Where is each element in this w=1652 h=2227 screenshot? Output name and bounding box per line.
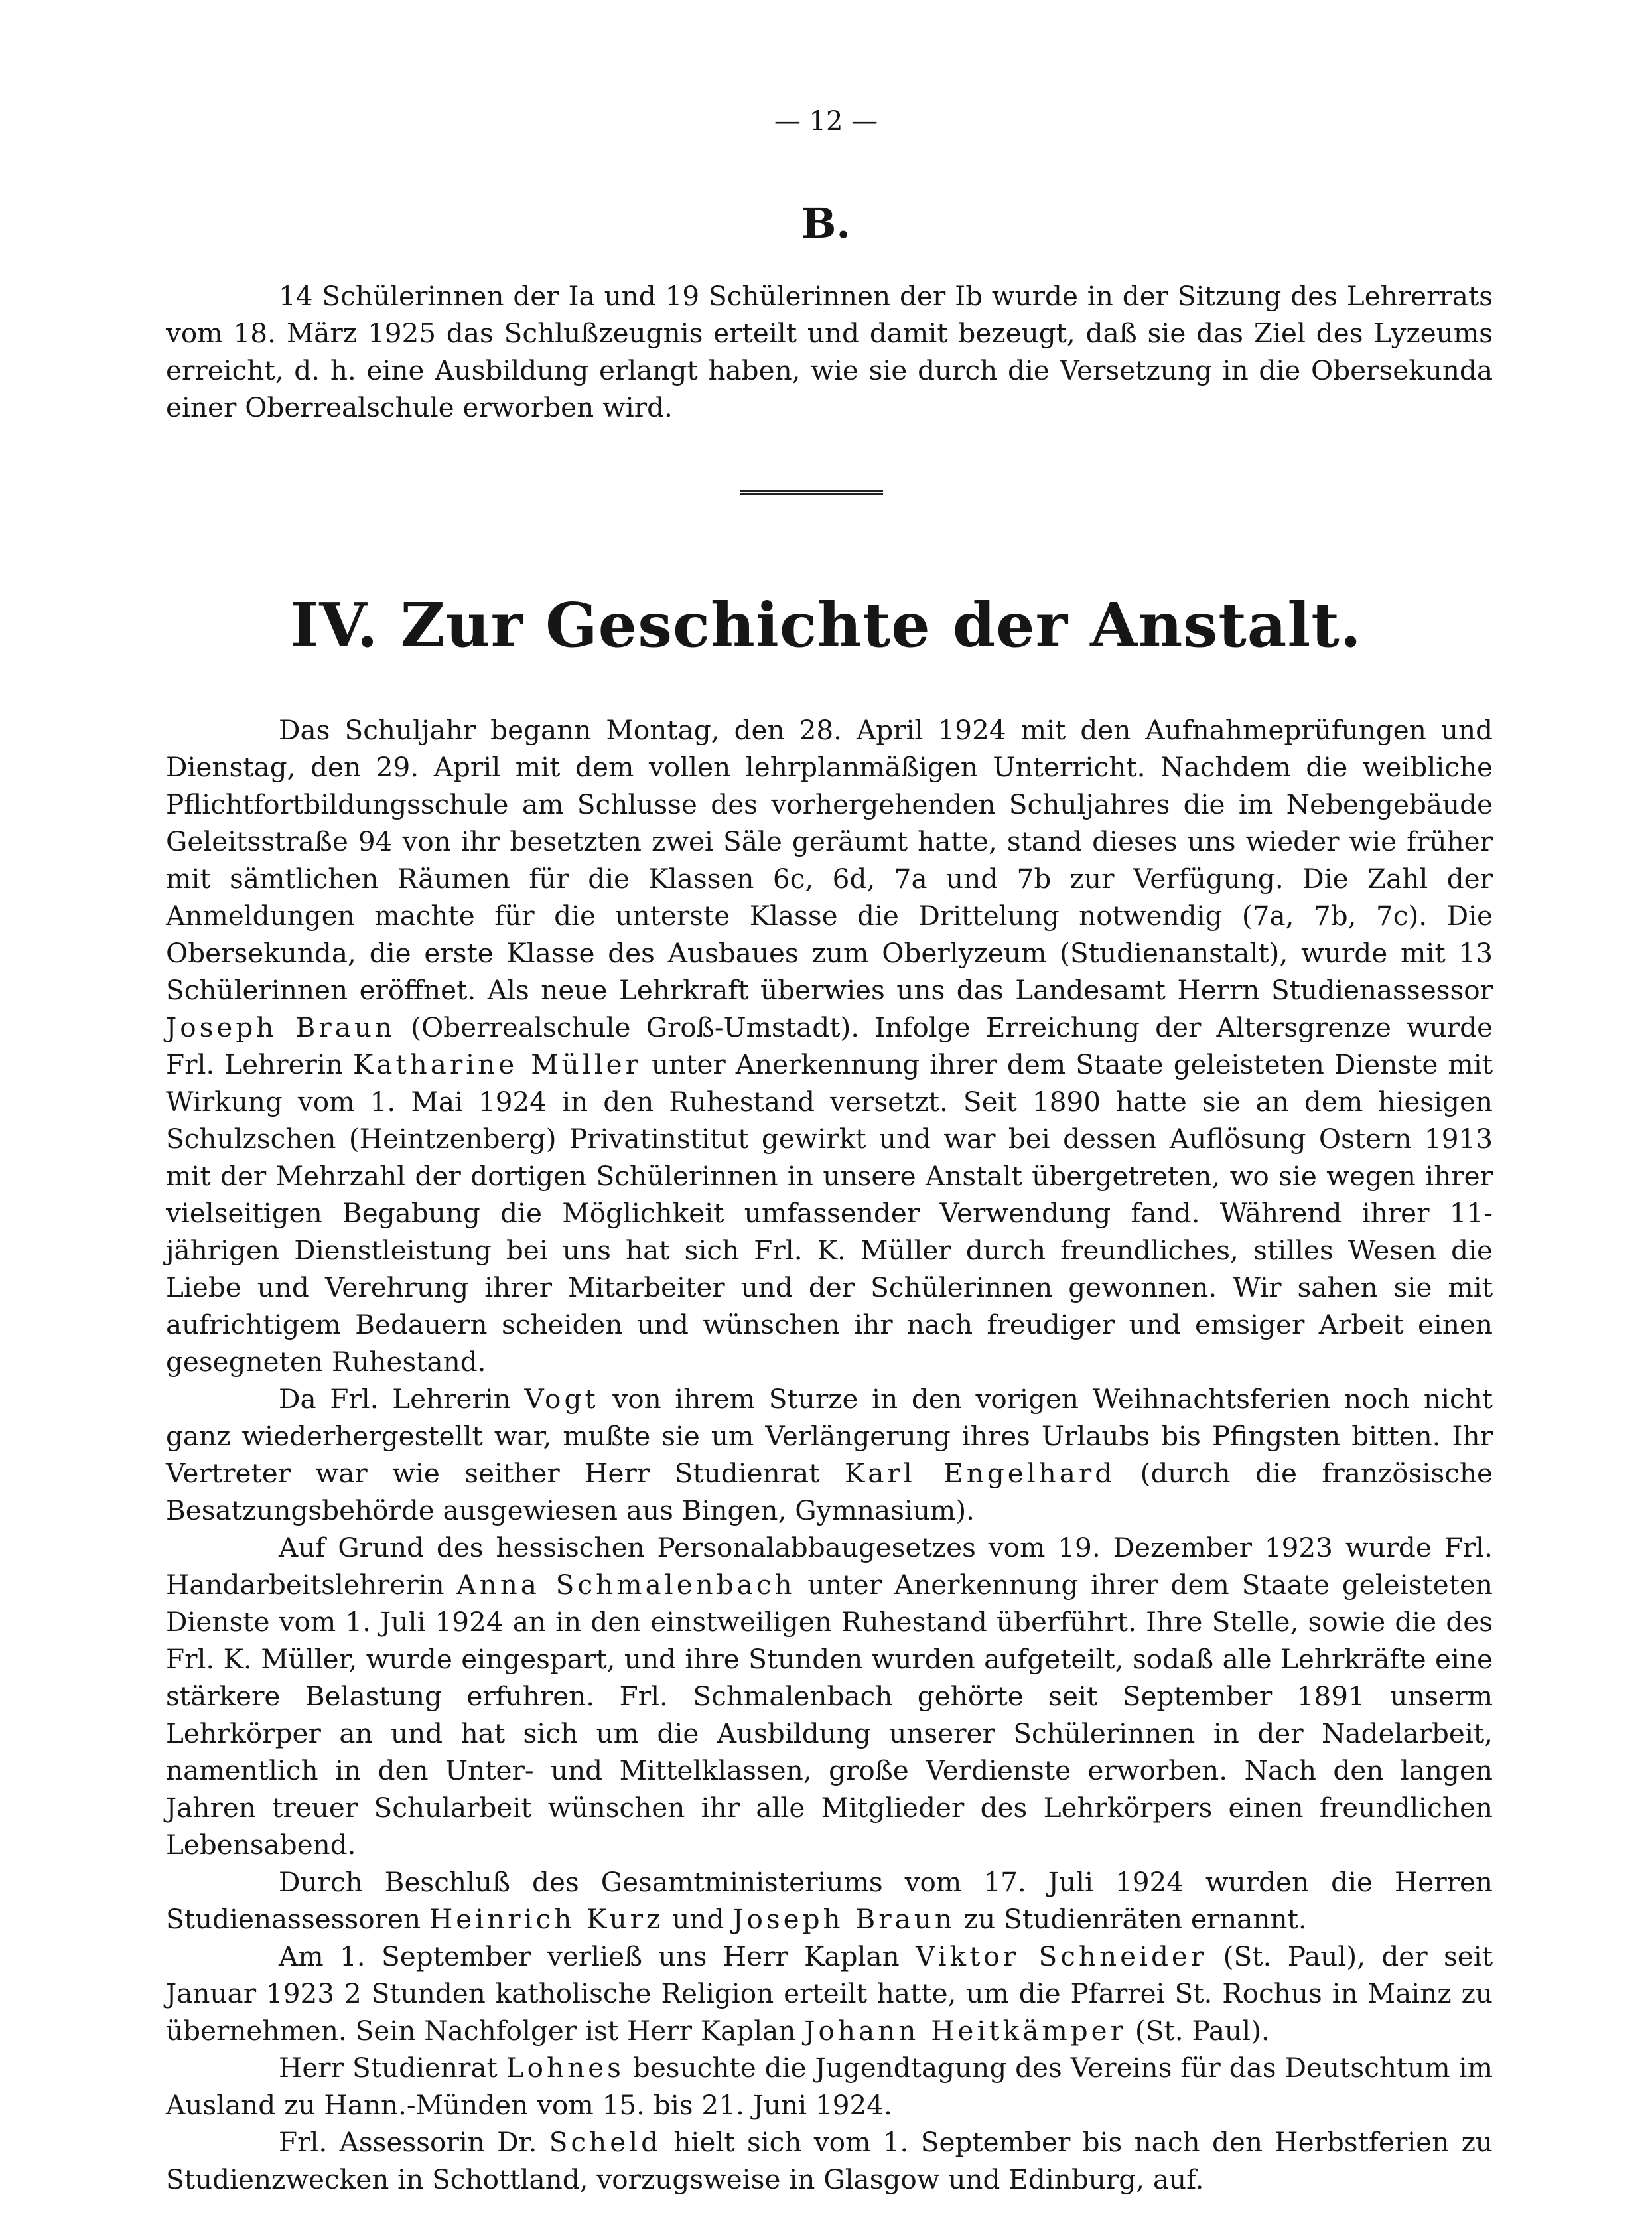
text-run: Frl. Assessorin Dr.: [279, 2126, 549, 2158]
text-run: (durch die französische Besatzungsbehörde ausgewiesen aus Bingen, Gymnasium).: [166, 1457, 1493, 1526]
person-name: Johann Heitkämper: [804, 2015, 1127, 2047]
person-name: Lohnes: [506, 2052, 624, 2084]
chapter-heading: IV. Zur Geschichte der Anstalt.: [290, 589, 1362, 661]
text-run: Durch Beschluß des Gesamtministeriums vom 17. Juli 1924 wurden die Herren Studienassessoren: [166, 1866, 1493, 1935]
section-b-title: B.: [801, 199, 851, 248]
person-name: Katharine Müller: [352, 1048, 642, 1080]
text-run: hielt sich vom 1. September bis nach den Herbstferien zu Studienzwecken in Schottland, vorzugsweise in Glasgow und Edinburg, auf.: [166, 2126, 1493, 2195]
text-run: (St. Paul).: [1127, 2015, 1270, 2047]
paragraph-vogt: [166, 1380, 1493, 1529]
person-name: Joseph Braun: [166, 1011, 396, 1043]
person-name: Anna Schmalenbach: [456, 1569, 795, 1601]
chapter-body: [166, 711, 1493, 2198]
text-run: (St. Paul), der seit Januar 1923 2 Stunden katholische Religion erteilt hatte, um die Pfarrei St. Rochus in Mainz zu übernehmen. Sein Nachfolger ist Herr Kaplan: [166, 1940, 1493, 2047]
paragraph-school-year: [166, 711, 1493, 1380]
text-run: zu Studienräten ernannt.: [955, 1903, 1307, 1935]
person-name: Viktor Schneider: [916, 1940, 1207, 1972]
section-b-paragraph: 14 Schülerinnen der Ia und 19 Schülerinnen der Ib wurde in der Sitzung des Lehrerrats vom 18. März 1925 das Schlußzeugnis erteilt und damit bezeugt, daß sie das Ziel des Lyzeums erreicht, d. h. eine Ausbildung erlangt haben, wie sie durch die Versetzung in die Obersekunda einer Oberrealschule erworben wird.: [166, 280, 1493, 423]
person-name: Scheld: [549, 2126, 662, 2158]
text-run: besuchte die Jugendtagung des Vereins für das Deutschtum im Ausland zu Hann.-Münden vom 15. bis 21. Juni 1924.: [166, 2052, 1493, 2121]
text-run: unter Anerkennung ihrer dem Staate geleisteten Dienste vom 1. Juli 1924 an in den einstweiligen Ruhestand überführt. Ihre Stelle, sowie die des Frl. K. Müller, wurde eingespart, und ihre Stunden wurden aufgeteilt, sodaß alle Lehrkräfte eine stärkere Belastung erfuhren. Frl. Schmalenbach gehörte seit September 1891 unserm Lehrkörper an und hat sich um die Ausbildung unserer Schülerinnen in der Nadelarbeit, namentlich in den Unter- und Mittelklassen, große Verdienste erworben. Nach den langen Jahren treuer Schularbeit wünschen ihr alle Mitglieder des Lehrkörpers einen freundlichen Lebensabend.: [166, 1569, 1493, 1861]
paragraph-kaplan: [166, 1938, 1493, 2049]
text-run: von ihrem Sturze in den vorigen Weihnachtsferien noch nicht ganz wiederhergestellt war, mußte sie um Verlängerung ihres Urlaubs bis Pfingsten bitten. Ihr Vertreter war wie seither Herr Studienrat: [166, 1383, 1493, 1489]
section-b-block: [166, 277, 1493, 426]
text-run: Das Schuljahr begann Montag, den 28. April 1924 mit den Aufnahmeprüfungen und Dienstag, den 29. April mit dem vollen lehrplanmäßigen Unterricht. Nachdem die weibliche Pflichtfortbildungsschule am Schlusse des vorhergehenden Schuljahres die im Nebengebäude Geleitsstraße 94 von ihr besetzten zwei Säle geräumt hatte, stand dieses uns wieder wie früher mit sämtlichen Räumen für die Klassen 6c, 6d, 7a und 7b zur Verfügung. Die Zahl der Anmeldungen machte für die unterste Klasse die Drittelung notwendig (7a, 7b, 7c). Die Obersekunda, die erste Klasse des Ausbaues zum Oberlyzeum (Studienanstalt), wurde mit 13 Schülerinnen eröffnet. Als neue Lehrkraft überwies uns das Landesamt Herrn Studienassessor: [166, 714, 1493, 1006]
text-run: und: [663, 1903, 733, 1935]
text-run: unter Anerkennung ihrer dem Staate geleisteten Dienste mit Wirkung vom 1. Mai 1924 in den Ruhestand versetzt. Seit 1890 hatte sie an dem hiesigen Schulzschen (Heintzenberg) Privatinstitut gewirkt und war bei dessen Auflösung Ostern 1913 mit der Mehrzahl der dortigen Schülerinnen in unsere Anstalt übergetreten, wo sie wegen ihrer vielseitigen Begabung die Möglichkeit umfassender Verwendung fand. Während ihrer 11-jährigen Dienstleistung bei uns hat sich Frl. K. Müller durch freundliches, stilles Wesen die Liebe und Verehrung ihrer Mitarbeiter und der Schülerinnen gewonnen. Wir sahen sie mit aufrichtigem Bedauern scheiden und wünschen ihr nach freudiger und emsiger Arbeit einen gesegneten Ruhestand.: [166, 1048, 1493, 1378]
text-run: Herr Studienrat: [279, 2052, 506, 2084]
person-name: Vogt: [524, 1383, 599, 1415]
person-name: Heinrich Kurz: [429, 1903, 664, 1935]
person-name: Karl Engelhard: [844, 1457, 1116, 1489]
paragraph-promotion: [166, 1863, 1493, 1938]
paragraph-scheld: [166, 2123, 1493, 2198]
text-run: Auf Grund des hessischen Personalabbaugesetzes vom 19. Dezember 1923 wurde Frl. Handarbeitslehrerin: [166, 1532, 1493, 1601]
text-run: Am 1. September verließ uns Herr Kaplan: [279, 1940, 916, 1972]
paragraph-lohnes: [166, 2049, 1493, 2123]
paragraph-schmalenbach: [166, 1529, 1493, 1863]
text-run: (Oberrealschule Groß-Umstadt). Infolge Erreichung der Altersgrenze wurde Frl. Lehrerin: [166, 1011, 1493, 1080]
text-run: Da Frl. Lehrerin: [279, 1383, 525, 1415]
person-name: Joseph Braun: [732, 1903, 955, 1935]
double-rule-divider: [740, 490, 883, 495]
page-number: — 12 —: [774, 106, 878, 137]
